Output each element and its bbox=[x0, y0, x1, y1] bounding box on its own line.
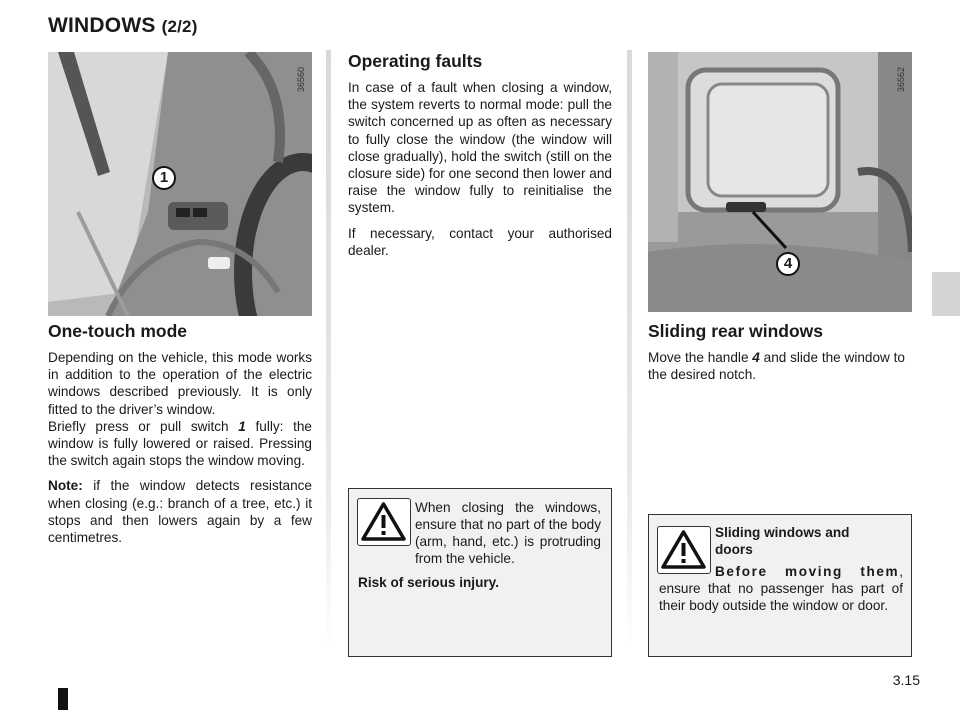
one-touch-para2-pre: Briefly press or pull switch bbox=[48, 418, 239, 434]
warning-closing-text: When closing the windows, ensure that no part of the body (arm, hand, etc.) is protruding from the vehicle. bbox=[415, 500, 601, 566]
column-divider-right bbox=[627, 50, 632, 650]
section-heading-sliding: Sliding rear windows bbox=[648, 321, 824, 341]
one-touch-para1: Depending on the vehicle, this mode works in addition to the operation of the electric windows described previously. It is only fitted to the driver’s window. bbox=[48, 350, 312, 417]
photo-reference-id: 36560 bbox=[296, 66, 306, 92]
switch-ref: 1 bbox=[238, 418, 246, 434]
warning-sliding-lead: Before moving them bbox=[715, 564, 900, 579]
operating-faults-para1: In case of a fault when closing a window, the system reverts to normal mode: pull the switch concerned up as often as necessary to fully close the window (the window will close gradually), hold the switch (still on the closure side) for one second then lower and raise the window fully to reinitialise the system. bbox=[348, 80, 612, 216]
sliding-text-post: and slide the window to the desired notch. bbox=[648, 350, 905, 383]
one-touch-para2 bbox=[48, 418, 312, 470]
warning-closing-bold: Risk of serious injury. bbox=[358, 575, 500, 590]
corner-mark bbox=[58, 688, 68, 710]
sliding-text bbox=[648, 349, 912, 383]
page-title bbox=[48, 14, 198, 38]
page-title-text: WINDOWS bbox=[48, 14, 156, 37]
operating-faults-body bbox=[348, 79, 612, 267]
handle-ref: 4 bbox=[752, 350, 760, 365]
page-number: 3.15 bbox=[892, 672, 920, 688]
warning-sliding-body bbox=[659, 563, 903, 614]
door-switch-photo bbox=[48, 52, 312, 316]
warning-sliding-rest: , ensure that no passenger has part of their body outside the window or door. bbox=[659, 564, 903, 613]
column-divider-left bbox=[326, 50, 331, 650]
callout-4: 4 bbox=[776, 252, 800, 276]
photo-reference-id: 36562 bbox=[896, 66, 906, 92]
one-touch-note bbox=[48, 477, 312, 546]
callout-1: 1 bbox=[152, 166, 176, 190]
warning-sliding-title: Sliding windows and doors bbox=[715, 525, 850, 557]
sliding-body bbox=[648, 349, 912, 391]
note-label: Note: bbox=[48, 478, 83, 494]
page-part: (2/2) bbox=[161, 17, 198, 36]
one-touch-para2-post: fully: the window is fully lowered or raised. Pressing the switch again stops the window moving. bbox=[48, 418, 312, 469]
section-heading-operating-faults: Operating faults bbox=[348, 51, 483, 71]
warning-box-closing bbox=[348, 488, 612, 657]
note-text: if the window detects resistance when closing (e.g.: branch of a tree, etc.) it stops and then lowers again by a few centimetres. bbox=[48, 478, 312, 546]
one-touch-body bbox=[48, 349, 312, 554]
sliding-window-photo bbox=[648, 52, 912, 312]
sliding-text-pre: Move the handle bbox=[648, 350, 753, 365]
warning-box-sliding-doors bbox=[648, 514, 912, 657]
chapter-thumb-tab bbox=[932, 272, 960, 316]
warning-triangle-icon bbox=[357, 498, 411, 546]
operating-faults-para2: If necessary, contact your authorised dealer. bbox=[348, 225, 612, 258]
section-heading-one-touch: One-touch mode bbox=[48, 321, 188, 341]
